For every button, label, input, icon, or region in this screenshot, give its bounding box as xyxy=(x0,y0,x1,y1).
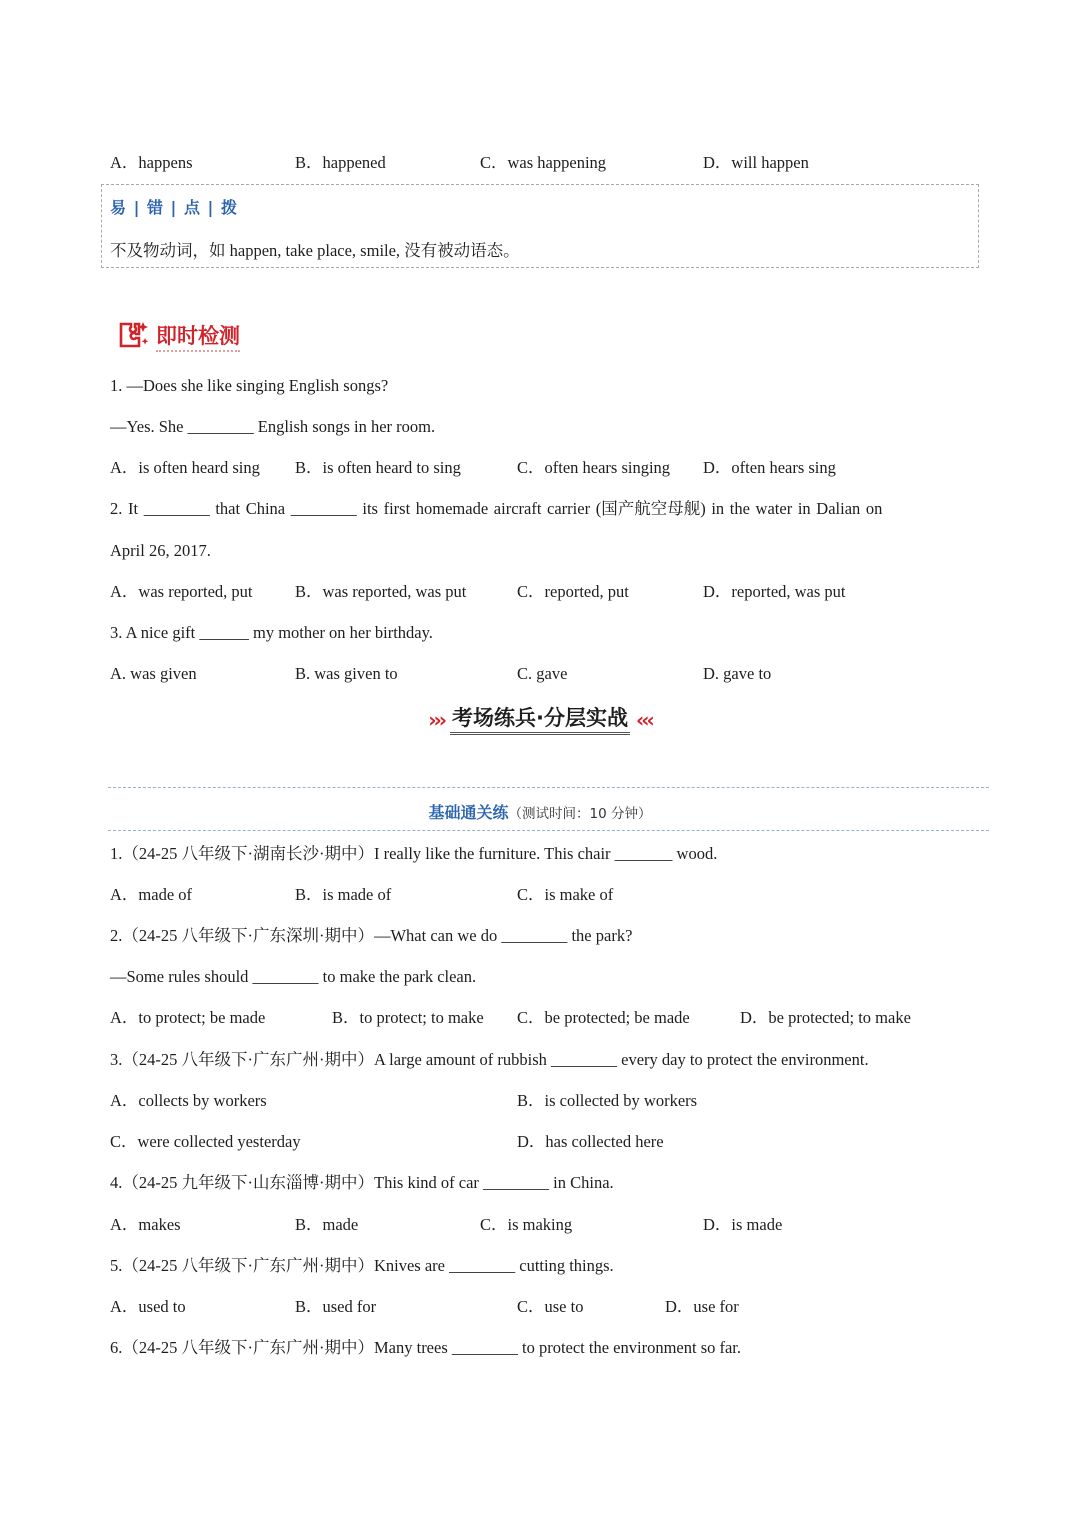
q1-stem: 1. —Does she like singing English songs? xyxy=(110,376,389,395)
q1-option-a: A．is often heard sing xyxy=(110,458,260,477)
sub-section-time: （测试时间：10 分钟） xyxy=(508,806,652,822)
practice-q5-option-d: D．use for xyxy=(665,1297,739,1316)
practice-banner xyxy=(0,704,1080,735)
q1-option-c: C．often hears singing xyxy=(517,458,671,477)
section-title-quick-check: 即时检测 xyxy=(156,322,240,352)
q2-option-d: D．reported, was put xyxy=(703,582,846,601)
sub-section-title: 基础通关练 xyxy=(428,803,509,822)
practice-q2-option-d: D．be protected; to make xyxy=(740,1008,911,1027)
practice-q1-option-a: A．made of xyxy=(110,885,193,904)
practice-q2-line2: —Some rules should ________ to make the park clean. xyxy=(110,967,477,986)
option-a: A．happens xyxy=(110,153,193,172)
option-b: B．happened xyxy=(295,153,386,172)
q3-option-b: B. was given to xyxy=(295,664,398,683)
option-d: D．will happen xyxy=(703,153,809,172)
q3-option-c: C. gave xyxy=(517,664,568,683)
practice-q5-option-a: A．used to xyxy=(110,1297,186,1316)
practice-q4-option-d: D．is made xyxy=(703,1215,783,1234)
practice-q4-stem: 4.（24-25 九年级下·山东淄博·期中）This kind of car ________ in China. xyxy=(110,1173,614,1192)
q1-line2: —Yes. She ________ English songs in her room. xyxy=(110,417,436,436)
q3-stem: 3. A nice gift ______ my mother on her birthday. xyxy=(110,623,433,642)
q2-option-c: C．reported, put xyxy=(517,582,629,601)
q1-option-b: B．is often heard to sing xyxy=(295,458,461,477)
practice-q1-option-b: B．is made of xyxy=(295,885,392,904)
practice-q3-option-a: A．collects by workers xyxy=(110,1091,267,1110)
practice-q5-stem: 5.（24-25 八年级下·广东广州·期中）Knives are ________ cutting things. xyxy=(110,1256,614,1275)
q2-option-a: A．was reported, put xyxy=(110,582,253,601)
practice-q2-option-c: C．be protected; be made xyxy=(517,1008,690,1027)
practice-q1-option-c: C．is make of xyxy=(517,885,614,904)
practice-q6-stem: 6.（24-25 八年级下·广东广州·期中）Many trees ________ to protect the environment so far. xyxy=(110,1338,742,1357)
practice-q4-option-c: C．is making xyxy=(480,1215,573,1234)
right-arrows-icon: ‹‹‹ xyxy=(635,707,652,732)
practice-q3-option-b: B．is collected by workers xyxy=(517,1091,698,1110)
banner-title: 考场练兵·分层实战 xyxy=(450,704,630,735)
q2-stem: 2. It ________ that China ________ its first homemade aircraft carrier (国产航空母舰) in the water in Dalian on xyxy=(110,499,883,518)
practice-q3-option-d: D．has collected here xyxy=(517,1132,664,1151)
practice-q3-option-c: C．were collected yesterday xyxy=(110,1132,301,1151)
tip-body: 不及物动词，如 happen, take place, smile, 没有被动语态。 xyxy=(110,241,520,260)
option-c: C．was happening xyxy=(480,153,607,172)
tip-title: 易 | 错 | 点 | 拨 xyxy=(110,198,238,217)
practice-q1-stem: 1.（24-25 八年级下·湖南长沙·期中）I really like the furniture. This chair _______ wood. xyxy=(110,844,718,863)
q1-option-d: D．often hears sing xyxy=(703,458,836,477)
practice-q4-option-a: A．makes xyxy=(110,1215,181,1234)
practice-q4-option-b: B．made xyxy=(295,1215,359,1234)
sub-section-header xyxy=(0,800,1080,823)
left-arrows-icon: ››› xyxy=(428,707,444,732)
error-tip-box xyxy=(101,184,979,268)
divider-top xyxy=(108,787,989,788)
practice-q5-option-c: C．use to xyxy=(517,1297,584,1316)
q3-option-d: D. gave to xyxy=(703,664,772,683)
puzzle-sparkle-icon xyxy=(115,318,151,352)
practice-q2-stem: 2.（24-25 八年级下·广东深圳·期中）—What can we do ________ the park? xyxy=(110,926,633,945)
q2-option-b: B．was reported, was put xyxy=(295,582,467,601)
q2-line2: April 26, 2017. xyxy=(110,541,211,560)
practice-q3-stem: 3.（24-25 八年级下·广东广州·期中）A large amount of rubbish ________ every day to protect the environment. xyxy=(110,1050,869,1069)
practice-q2-option-b: B．to protect; to make xyxy=(332,1008,484,1027)
q3-option-a: A. was given xyxy=(110,664,197,683)
divider-bottom xyxy=(108,830,989,831)
practice-q5-option-b: B．used for xyxy=(295,1297,377,1316)
practice-q2-option-a: A．to protect; be made xyxy=(110,1008,266,1027)
